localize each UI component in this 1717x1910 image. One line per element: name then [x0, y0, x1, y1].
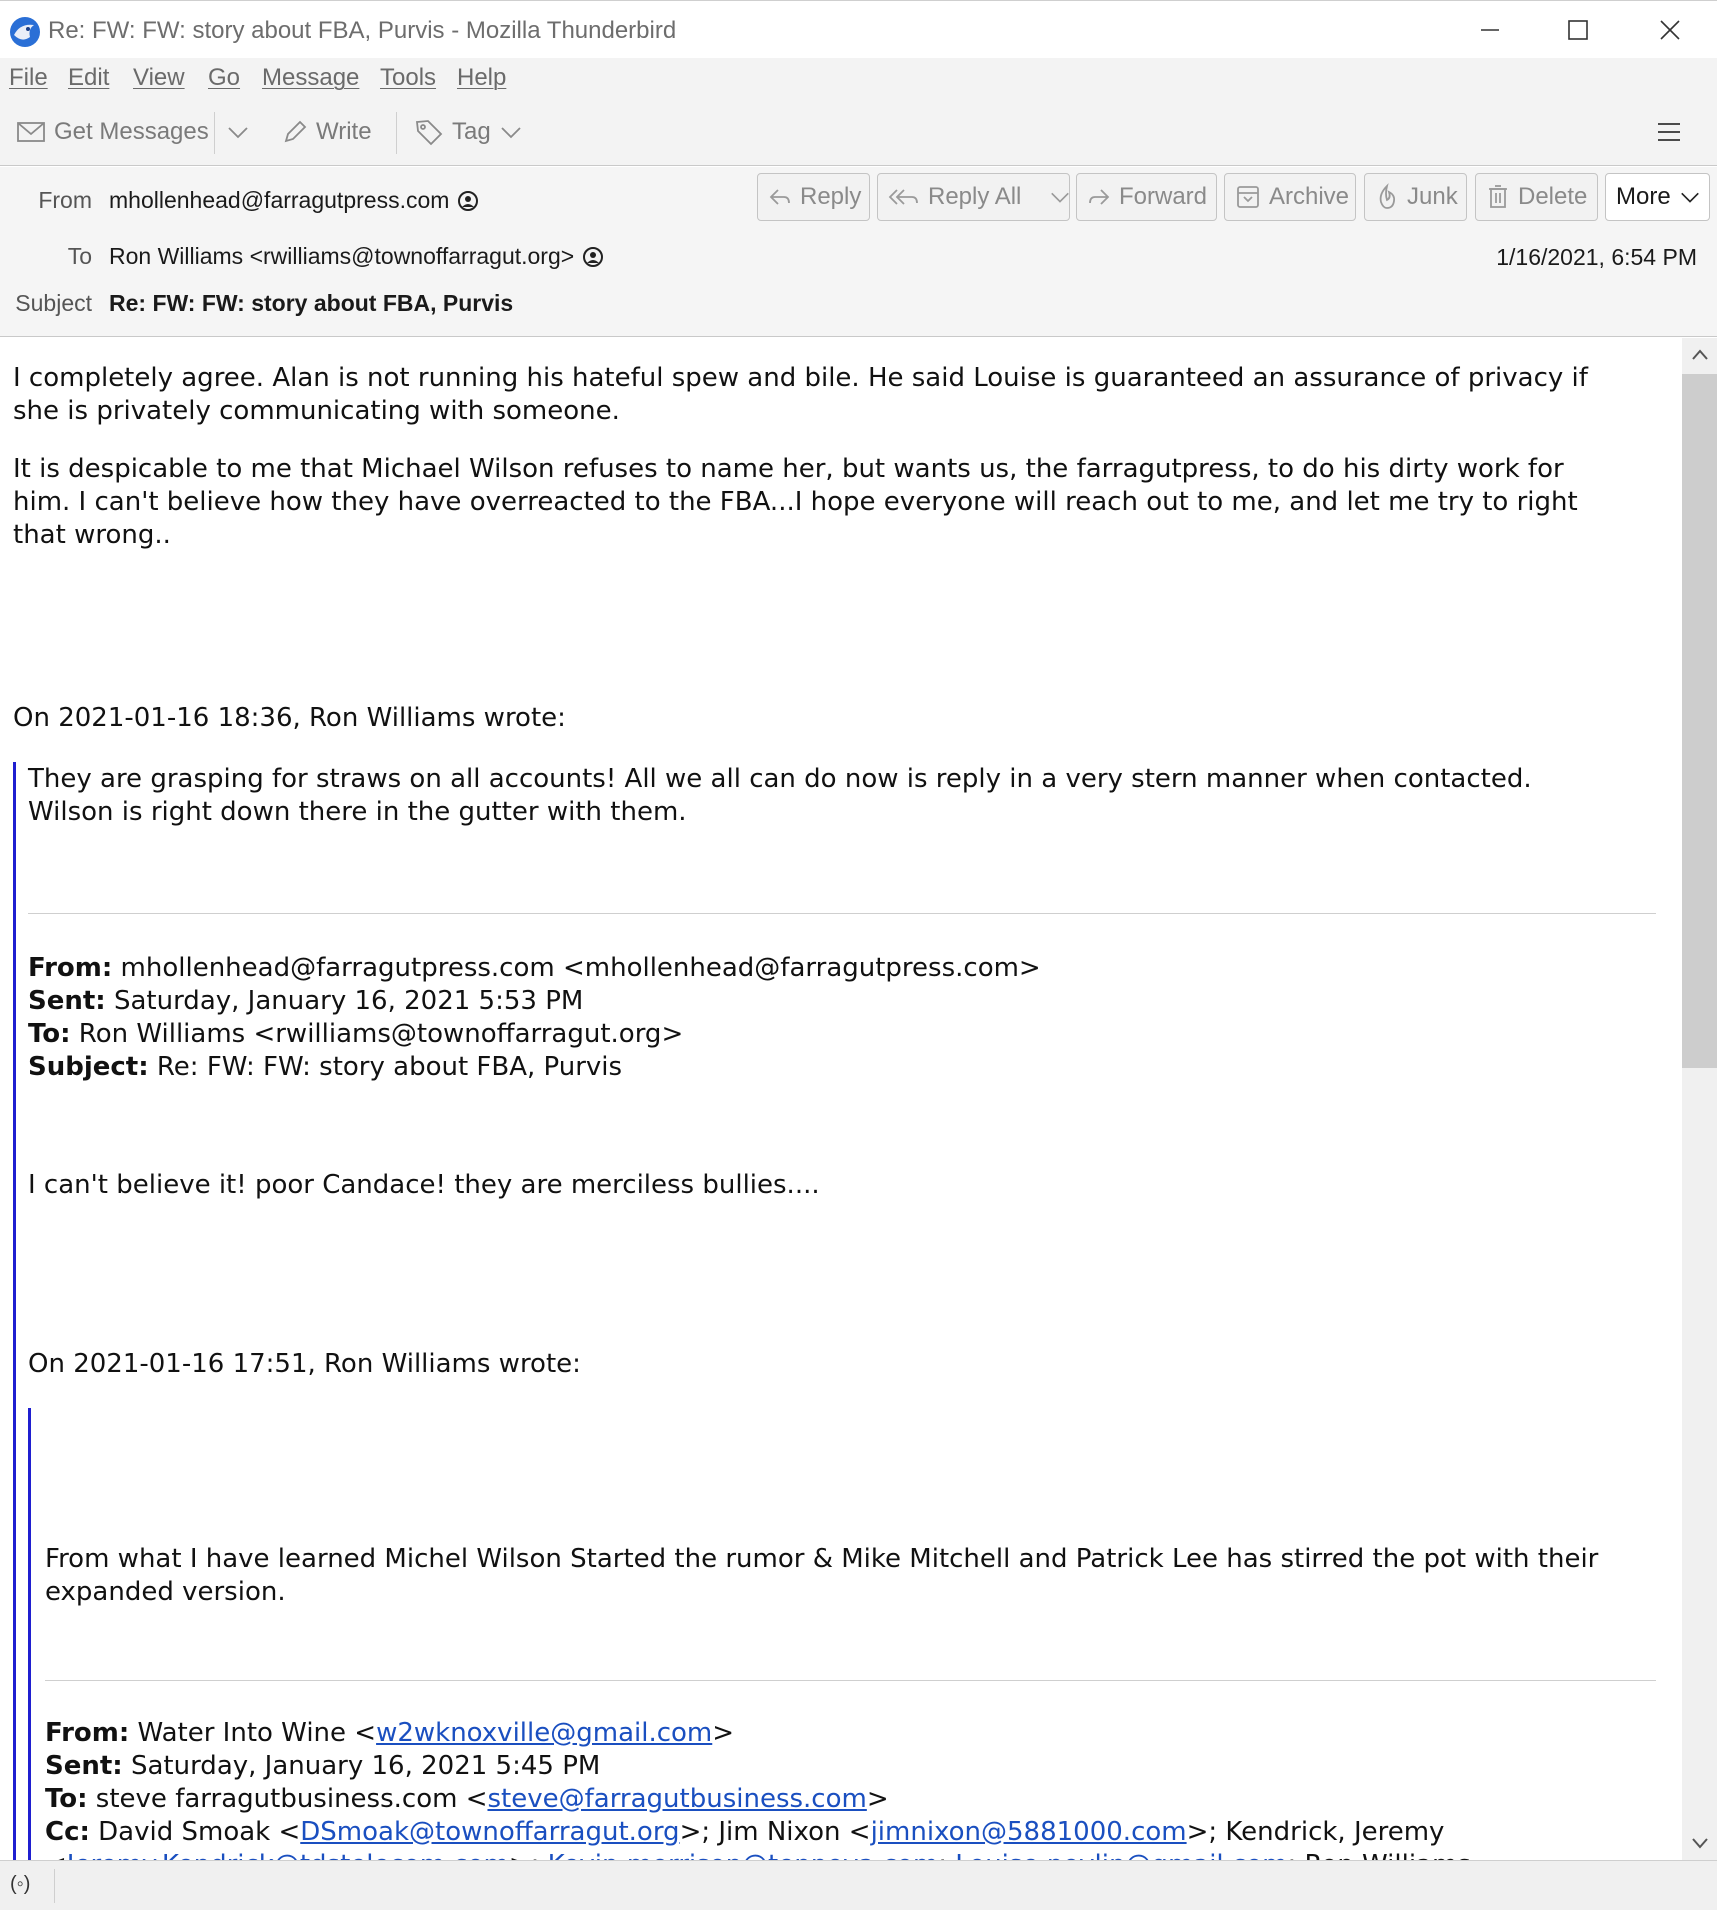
message-header [0, 167, 1717, 337]
quoted-text: expanded version. [45, 1577, 286, 1607]
contact-icon [457, 190, 479, 212]
body-text: I completely agree. Alan is not running his hateful spew and bile. He said Louise is guaranteed an assurance of privacy if [13, 363, 1588, 393]
toolbar-separator [214, 112, 215, 154]
maximize-button[interactable] [1532, 1, 1624, 59]
quote-attribution: On 2021-01-16 17:51, Ron Williams wrote: [28, 1349, 581, 1379]
forward-header-sent [28, 985, 583, 1018]
get-messages-label: Get Messages [54, 118, 209, 145]
chevron-down-icon [226, 120, 250, 144]
forward-header-cc [45, 1816, 1444, 1849]
tag-icon [414, 118, 444, 146]
get-messages-icon [16, 119, 46, 145]
main-toolbar [0, 98, 1717, 166]
divider [28, 913, 1656, 914]
maximize-icon [1567, 19, 1589, 41]
body-text: she is privately communicating with someone. [13, 396, 620, 426]
to-pre: steve farragutbusiness.com < [87, 1784, 488, 1814]
get-messages-dropdown[interactable] [226, 110, 250, 154]
subject-label: Subject: [28, 1052, 149, 1082]
sent-label: Sent: [28, 986, 106, 1016]
delete-button[interactable] [1475, 173, 1598, 221]
divider [45, 1680, 1656, 1681]
chevron-down-icon [499, 120, 523, 144]
from-label: From: [28, 953, 113, 983]
email-link[interactable]: steve@farragutbusiness.com [487, 1784, 867, 1814]
menu-edit[interactable]: Edit [68, 64, 110, 91]
reply-all-icon [888, 186, 920, 208]
forward-button[interactable] [1076, 173, 1217, 221]
thunderbird-logo-icon [8, 15, 42, 49]
trash-icon [1486, 184, 1510, 210]
archive-label: Archive [1269, 183, 1350, 210]
contact-icon [582, 246, 604, 268]
title-bar [0, 0, 1717, 58]
menu-help[interactable]: Help [457, 64, 507, 91]
forward-header-subject [28, 1051, 622, 1084]
nested-quote-bar [28, 1408, 31, 1860]
forward-header-to [45, 1783, 889, 1816]
scrollbar-thumb[interactable] [1682, 374, 1717, 1068]
write-label: Write [316, 118, 372, 145]
forward-label: Forward [1119, 183, 1208, 210]
chevron-down-icon[interactable] [1049, 186, 1071, 208]
forward-icon [1087, 186, 1111, 208]
email-link[interactable]: jimnixon@5881000.com [870, 1817, 1187, 1847]
to-label: To: [45, 1784, 88, 1814]
email-link[interactable]: DSmoak@townoffarragut.org [300, 1817, 680, 1847]
from-field[interactable] [109, 187, 479, 214]
to-post: > [866, 1784, 889, 1814]
reply-label: Reply [800, 183, 862, 210]
more-button[interactable] [1605, 173, 1710, 221]
from-post: > [712, 1718, 735, 1748]
window-title: Re: FW: FW: story about FBA, Purvis - Mozilla Thunderbird [48, 17, 677, 44]
from-pre: Water Into Wine < [129, 1718, 377, 1748]
quoted-text: I can't believe it! poor Candace! they are merciless bullies.... [28, 1170, 820, 1200]
to-label: To [67, 243, 92, 269]
junk-button[interactable] [1364, 173, 1467, 221]
status-separator [54, 1869, 55, 1903]
body-text: him. I can't believe how they have overreacted to the FBA...I hope everyone will reach out to me, and let me try to right [13, 487, 1578, 517]
body-text: that wrong.. [13, 520, 171, 550]
to-value: Ron Williams <rwilliams@townoffarragut.org> [70, 1019, 684, 1049]
cc-pre: David Smoak < [89, 1817, 301, 1847]
from-value: mhollenhead@farragutpress.com [109, 187, 450, 213]
forward-header-sent [45, 1750, 600, 1783]
reply-all-label: Reply All [928, 183, 1022, 210]
quoted-text: Wilson is right down there in the gutter with them. [28, 797, 687, 827]
to-label: To: [28, 1019, 71, 1049]
toolbar-separator [396, 112, 397, 154]
reply-all-button[interactable] [877, 173, 1070, 221]
minimize-icon [1479, 19, 1501, 41]
from-label: From: [45, 1718, 130, 1748]
tag-button[interactable] [414, 110, 523, 154]
quoted-text: From what I have learned Michel Wilson Started the rumor & Mike Mitchell and Patrick Lee has stirred the pot with their [45, 1544, 1599, 1574]
message-date: 1/16/2021, 6:54 PM [1496, 244, 1697, 270]
status-bar [0, 1860, 1717, 1910]
tag-label: Tag [452, 118, 491, 145]
from-label: From [38, 187, 92, 213]
menu-file[interactable]: File [9, 64, 48, 91]
menu-message[interactable]: Message [262, 64, 360, 91]
hamburger-icon [1656, 120, 1682, 144]
close-icon [1659, 19, 1681, 41]
sent-value: Saturday, January 16, 2021 5:53 PM [105, 986, 584, 1016]
message-body[interactable] [0, 338, 1682, 1860]
minimize-button[interactable] [1444, 1, 1536, 59]
reply-button[interactable] [757, 173, 870, 221]
cc-post: >; Kendrick, Jeremy [1186, 1817, 1445, 1847]
archive-icon [1235, 184, 1261, 210]
quoted-text: They are grasping for straws on all accounts! All we all can do now is reply in a very stern manner when contacted. [28, 764, 1532, 794]
from-value: mhollenhead@farragutpress.com <mhollenhead@farragutpress.com> [112, 953, 1041, 983]
subject-value: Re: FW: FW: story about FBA, Purvis [109, 290, 514, 316]
email-link[interactable]: w2wknoxville@gmail.com [376, 1718, 713, 1748]
quote-bar [13, 762, 16, 1860]
to-value: Ron Williams <rwilliams@townoffarragut.org> [109, 243, 575, 269]
sent-value: Saturday, January 16, 2021 5:45 PM [122, 1751, 601, 1781]
chevron-down-icon [1691, 1836, 1709, 1850]
close-button[interactable] [1624, 1, 1716, 59]
chevron-up-icon [1691, 348, 1709, 362]
pencil-icon [282, 119, 308, 145]
body-text: It is despicable to me that Michael Wilson refuses to name her, but wants us, the farragutpress, to do his dirty work for [13, 454, 1564, 484]
chevron-down-icon [1679, 186, 1701, 208]
forward-header-to [28, 1018, 683, 1051]
write-button[interactable] [282, 110, 372, 154]
archive-button[interactable] [1224, 173, 1356, 221]
delete-label: Delete [1518, 183, 1588, 210]
subject-value: Re: FW: FW: story about FBA, Purvis [148, 1052, 623, 1082]
cc-mid: >; Jim Nixon < [679, 1817, 871, 1847]
scroll-down-button[interactable] [1682, 1826, 1717, 1860]
menu-tools[interactable]: Tools [380, 64, 437, 91]
forward-header-from [45, 1717, 734, 1750]
junk-icon [1375, 184, 1399, 210]
junk-label: Junk [1407, 183, 1458, 210]
activity-icon[interactable]: (◦) [10, 1873, 31, 1895]
menu-bar [0, 58, 1717, 98]
to-field[interactable] [109, 243, 604, 270]
vertical-scrollbar[interactable] [1682, 338, 1717, 1860]
sent-label: Sent: [45, 1751, 123, 1781]
menu-view[interactable]: View [133, 64, 185, 91]
reply-icon [768, 186, 792, 208]
app-menu-button[interactable] [1656, 110, 1682, 154]
quote-attribution: On 2021-01-16 18:36, Ron Williams wrote: [13, 703, 566, 733]
more-label: More [1616, 183, 1671, 210]
forward-header-from [28, 952, 1041, 985]
scroll-up-button[interactable] [1682, 338, 1717, 372]
subject-label: Subject [15, 290, 92, 316]
get-messages-button[interactable] [16, 110, 209, 154]
cc-label: Cc: [45, 1817, 90, 1847]
menu-go[interactable]: Go [208, 64, 241, 91]
